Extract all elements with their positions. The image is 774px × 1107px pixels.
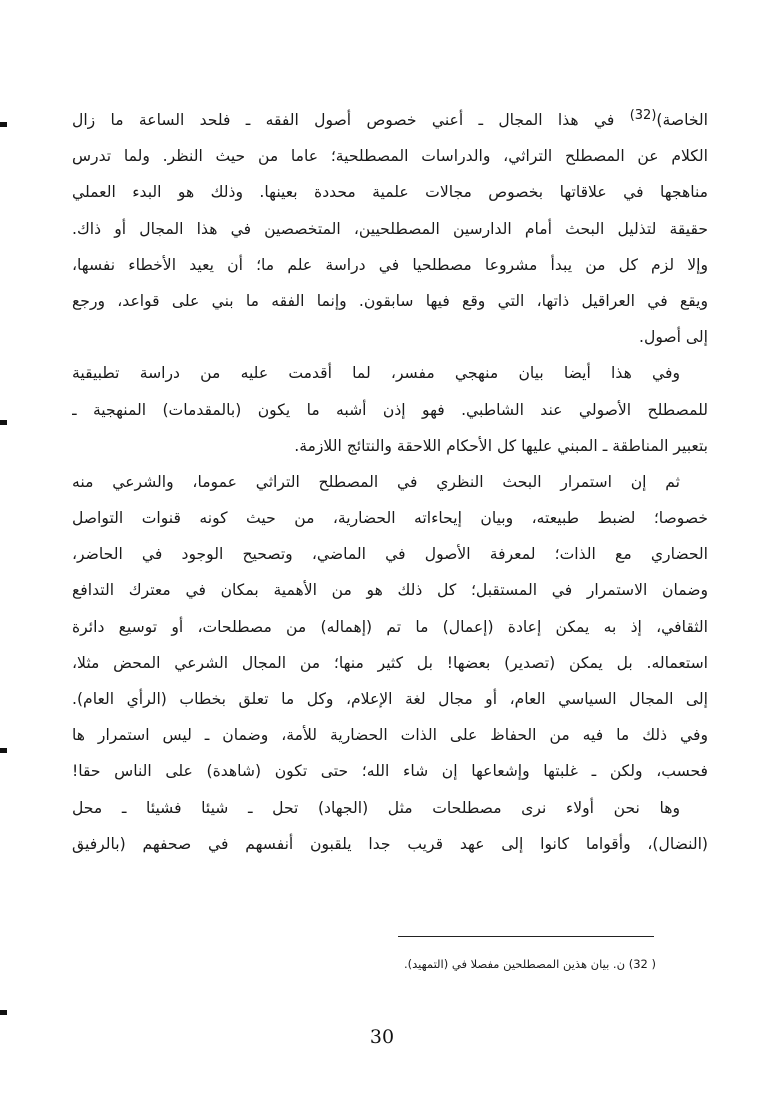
text-line: فحسب، ولكن ـ غلبتها وإشعاعها إن شاء الله؛ حتى تكون (شاهدة) على الناس حقا! [72, 762, 708, 781]
text-line: مناهجها في علاقاتها بخصوص مجالات علمية محددة بعينها. وذلك هو البدء العملي [72, 183, 708, 202]
text-line: الكلام عن المصطلح التراثي، والدراسات المصطلحية؛ عاما من حيث النظر. ولما تدرس [72, 147, 708, 166]
text-fragment: الخاصة) [656, 111, 708, 129]
text-line: الحضاري مع الذات؛ لمعرفة الأصول في الماضي، وتصحيح الوجود في الحاضر، [72, 545, 708, 564]
text-fragment: في هذا المجال ـ أعني خصوص أصول الفقه ـ فلحد الساعة ما زال [72, 111, 615, 129]
footnote [300, 952, 656, 976]
main-text [72, 102, 708, 862]
footnote-number: ( 32) [628, 957, 656, 971]
text-line: الثقافي، إذ به يمكن إعادة (إعمال) ما تم (إهماله) من مصطلحات، أو توسيع دائرة [72, 617, 708, 636]
text-line: وها نحن أولاء نرى مصطلحات مثل (الجهاد) تحل ـ شيئا فشيئا ـ محل [72, 798, 680, 817]
footnote-separator [398, 936, 654, 937]
margin-mark [0, 122, 7, 127]
footnote-reference[interactable]: (32) [629, 107, 657, 123]
text-line: وفي هذا أيضا بيان منهجي مفسر، لما أقدمت عليه من دراسة تطبيقية [72, 364, 680, 383]
text-line: بتعبير المناطقة ـ المبني عليها كل الأحكام اللاحقة والنتائج اللازمة. [294, 436, 708, 455]
margin-mark [0, 1010, 7, 1015]
text-line: وضمان الاستمرار في المستقبل؛ كل ذلك هو من الأهمية بمكان في معترك التدافع [72, 581, 708, 600]
text-line: خصوصا؛ لضبط طبيعته، وبيان إيحاءاته الحضارية، من حيث كونه قنوات التواصل [72, 509, 708, 528]
text-line: للمصطلح الأصولي عند الشاطبي. فهو إذن أشبه ما يكون (بالمقدمات) المنهجية ـ [72, 400, 708, 419]
text-line: (النضال)، وأقواما كانوا إلى عهد قريب جدا يلقبون أنفسهم في صحفهم (بالرفيق [72, 834, 708, 853]
margin-mark [0, 748, 7, 753]
text-line: استعماله. بل يمكن (تصدير) بعضها! بل كثير منها؛ من المجال الشرعي المحض مثلا، [72, 653, 708, 672]
text-line: ويقع في العراقيل ذاتها، التي وقع فيها سابقون. وإنما الفقه ما بني على قواعد، ورجع [72, 291, 708, 310]
footnote-text: ن. بيان هذين المصطلحين مفصلا في (التمهيد). [403, 957, 626, 971]
text-line [72, 102, 708, 138]
text-line: إلى أصول. [639, 328, 708, 347]
text-line: إلى المجال السياسي العام، أو مجال لغة الإعلام، وكل ما تعلق بخطاب (الرأي العام). [72, 690, 708, 708]
text-line: وفي ذلك ما فيه من الحفاظ على الذات الحضارية للأمة، وضمان ـ ليس استمرار ها [72, 726, 708, 745]
text-line: حقيقة لتذليل البحث أمام الدارسين المصطلحيين، المتخصصين في هذا المجال أو ذاك. [72, 219, 708, 238]
page-number: 30 [369, 1026, 395, 1048]
text-line: وإلا لزم كل من يبدأ مشروعا مصطلحيا في دراسة علم ما؛ أن يعيد الأخطاء نفسها، [72, 255, 708, 274]
margin-mark [0, 420, 7, 425]
text-line: ثم إن استمرار البحث النظري في المصطلح التراثي عموما، والشرعي منه [72, 472, 680, 491]
